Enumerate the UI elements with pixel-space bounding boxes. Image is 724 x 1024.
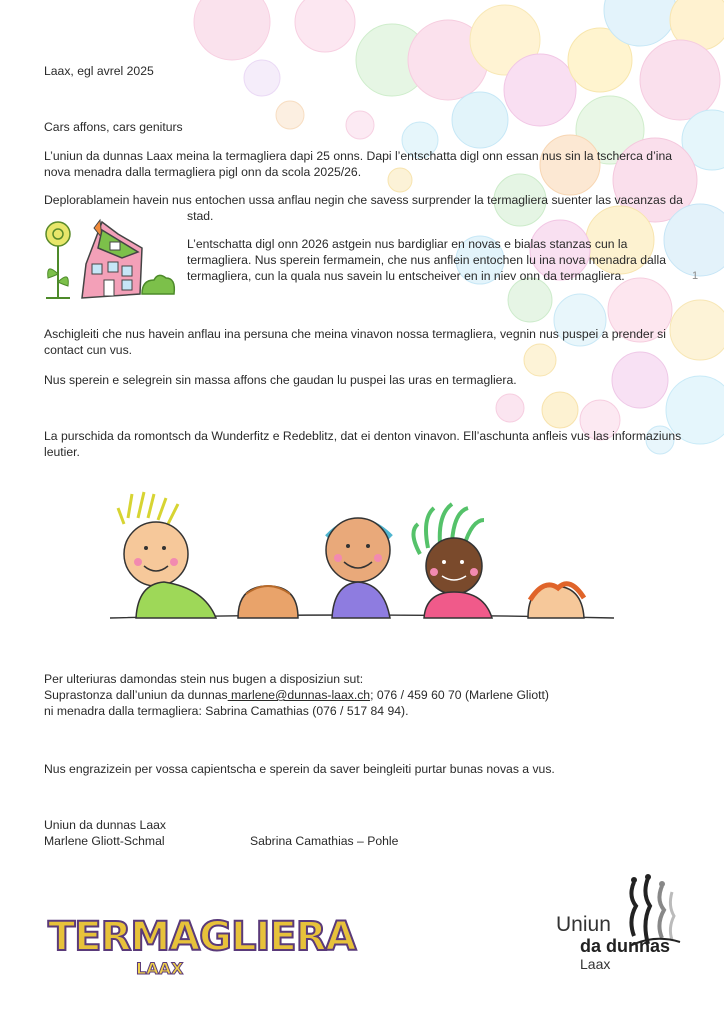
place-date: Laax, egl avrel 2025	[44, 64, 154, 78]
logo-word: TERMAGLIERA	[48, 914, 356, 960]
contact-board-label: Suprastonza dall’uniun da dunnas	[44, 688, 228, 702]
contact-intro: Per ulteriuras damondas stein nus bugen a disposiziun sut:	[44, 672, 364, 686]
logo-line-da-dunnas: da dunnas	[580, 936, 671, 956]
logo-line-laax: Laax	[580, 956, 611, 972]
thanks-line: Nus engrazizein per vossa capientscha e sperein da saver beingleiti purtar bunas novas a vus.	[44, 762, 555, 776]
signature-name-2: Sabrina Camathias – Pohle	[250, 834, 399, 848]
logo-sub: LAAX	[136, 959, 184, 978]
logo-line-uniun: Uniun	[556, 913, 611, 936]
page-number: 1	[692, 270, 699, 282]
contact-board	[44, 687, 549, 703]
children-drawing	[108, 488, 616, 628]
greeting: Cars affons, cars geniturs	[44, 120, 183, 134]
signature-org: Uniun da dunnas Laax	[44, 818, 166, 832]
paragraph-no-successor: Deplorablamein havein nus entochen ussa anflau negin che savess surprender la termagliera suenter las vacanzas da	[44, 193, 683, 207]
contact-board-phone: ; 076 / 459 60 70 (Marlene Gliott)	[370, 688, 549, 702]
paragraph-intro: L’uniun da dunnas Laax meina la termagliera dapi 25 onns. Dapi l’entschatta digl onn essan nus sin la tscherca d’ina nova menadra dalla termagliera pigl onn da scola 2025/26.	[44, 149, 673, 179]
paragraph-no-successor-end: stad.	[187, 209, 214, 223]
paragraph-romontsch-offer: La purschida da romontsch da Wunderfitz e Redeblitz, dat ei denton vinavon. Ell’aschunta anfleis vus las informaziuns leutier.	[44, 429, 682, 459]
uniun-da-dunnas-logo	[554, 876, 684, 984]
house-flower-drawing	[42, 218, 178, 302]
email-link[interactable]: marlene@dunnas-laax.ch	[227, 688, 371, 702]
signature-name-1: Marlene Gliott-Schmal	[44, 834, 165, 848]
termagliera-logo	[44, 898, 356, 980]
paragraph-contact-later: Aschigleiti che nus havein anflau ina persuna che meina vinavon nossa termagliera, vegnin nus puspei a prender si contact cun vus.	[44, 327, 666, 357]
paragraph-new-rooms: L’entschatta digl onn 2026 astgein nus bardigliar en novas e bialas stanzas cun la termagliera. Nus sperein fermamein, che nus anflein entochen lu ina nova menadra dalla termagliera, cun la quala nus savein lu entscheiver en in niev onn da termagliera.	[187, 237, 666, 283]
contact-leader: ni menadra dalla termagliera: Sabrina Camathias (076 / 517 84 94).	[44, 704, 409, 718]
paragraph-hope: Nus sperein e selegrein sin massa affons che gaudan lu puspei las uras en termagliera.	[44, 373, 517, 387]
